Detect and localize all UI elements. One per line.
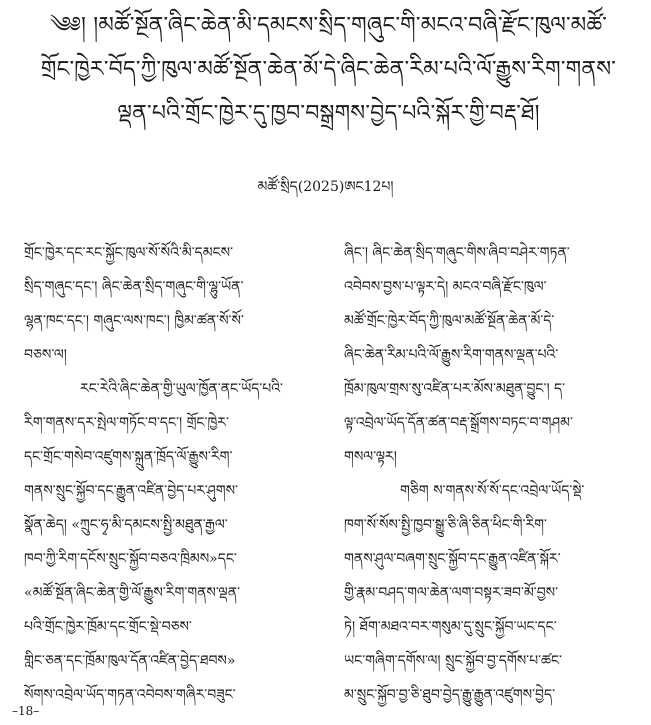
title-line-3: ལྡན་པའི་གྲོང་ཁྱེར་དུ་ཁྱབ་བསྒྲགས་བྱེད་པའི་སྐོར་གྱི་བརྡ་ཐོ། bbox=[117, 101, 540, 126]
text-line: ཏེ། ཐོག་མཐའ་བར་གསུམ་དུ་སྲུང་སྐྱོབ་ཡང་དང་ bbox=[344, 619, 557, 635]
text-line: དང་གྲོང་གསེབ་འཛུགས་སྐྲུན་ཁྲོད་ལོ་རྒྱུས་རིག་ bbox=[24, 449, 233, 465]
title-line-1: ༄༅། །མཚོ་སྔོན་ཞིང་ཆེན་མི་དམངས་སྲིད་གཞུང་གི་མངའ་བཞི་རྫོང་ཁུལ་མཚོ་ bbox=[49, 13, 608, 38]
text-line: ཁྲོམ་ཁུལ་གྲས་སུ་འཛིན་པར་མོས་མཐུན་བྱུང་། ད་ bbox=[344, 381, 566, 397]
text-line: ལྷན་ཁང་དང་། གཞུང་ལས་ཁང་། ཁྱིམ་ཚན་སོ་སོ་ bbox=[24, 313, 244, 329]
text-line: གཅིག ས་གནས་སོ་སོ་དང་འབྲེལ་ཡོད་སྡེ་ bbox=[400, 483, 585, 499]
text-line: སོགས་འབྲེལ་ཡོད་གཏན་འབེབས་གཞིར་བཟུང་ bbox=[24, 687, 236, 703]
text-line: མ་སྲུང་སྐྱོབ་བྱ་ཅི་ཐུབ་བྱེད་རྒྱུ་རྒྱུན་འཛུགས་བྱེད་ bbox=[344, 687, 556, 703]
text-line: ལྟ་འབྲེལ་ཡོད་དོན་ཚན་བརྡ་སྒྲོགས་བཏང་བ་གཤམ་ bbox=[344, 415, 573, 431]
text-line: རང་རེའི་ཞིང་ཆེན་གྱི་ཡུལ་ཁྱོན་ནང་ཡོད་པའི་ bbox=[80, 381, 283, 397]
left-column bbox=[24, 236, 324, 712]
text-line: གནས་ཤུལ་བཞག་སྲུང་སྐྱོབ་དང་རྒྱུན་འཛིན་སྐོར་ bbox=[344, 551, 561, 567]
text-line: གླིང་ཅན་དང་ཁྲོམ་ཁུལ་དོན་འཛིན་བྱེད་ཐབས» bbox=[24, 653, 236, 669]
text-line: སྣོན་ཆེད། «ཀྲུང་ཧྭ་མི་དམངས་སྤྱི་མཐུན་རྒྱལ་ bbox=[24, 517, 228, 533]
document-title bbox=[20, 4, 637, 136]
page-number: –18– bbox=[12, 704, 40, 718]
text-line: ཁག་སོ་སོས་སྤྱི་ཁྱབ་སྒྱུ་ཅི་ཞི་ཅིན་ཕིང་གི་རིག་ bbox=[344, 517, 547, 533]
text-line: ཞིང་ཆེན་རིམ་པའི་ལོ་རྒྱུས་རིག་གནས་ལྡན་པའི་ bbox=[344, 347, 559, 363]
text-line: མཚོ་གྲོང་ཁྱེར་བོད་ཀྱི་ཁུལ་མཚོ་སྔོན་ཆེན་མོ་དེ་ bbox=[344, 313, 555, 329]
text-line: འབེབས་བྱས་པ་ལྟར་དེ། མངའ་བཞི་རྫོང་ཁུལ་ bbox=[344, 279, 547, 295]
text-line: «མཚོ་སྔོན་ཞིང་ཆེན་གྱི་ལོ་རྒྱུས་རིག་གནས་ལྡན་ bbox=[24, 585, 241, 601]
right-column bbox=[344, 236, 637, 712]
text-line: གྲོང་ཁྱེར་དང་རང་སྐྱོང་ཁུལ་སོ་སོའི་མི་དམངས་ bbox=[24, 245, 234, 261]
text-line: རིག་གནས་དར་སྤེལ་གཏོང་བ་དང་། གྲོང་ཁྱེར་ bbox=[24, 415, 229, 431]
text-line: ཞིང་། ཞིང་ཆེན་སྲིད་གཞུང་གིས་ཞིབ་བཤེར་གཏན་ bbox=[344, 245, 570, 261]
text-line: སྲིད་གཞུང་དང་། ཞིང་ཆེན་སྲིད་གཞུང་གི་ལྷུ་ཡོན་ bbox=[24, 279, 244, 295]
text-line: པའི་གྲོང་ཁྱེར་ཁྲོམ་དང་གྲོང་སྡེ་བཅས་ bbox=[24, 619, 192, 635]
title-line-2: གྲོང་ཁྱེར་བོད་ཀྱི་ཁུལ་མཚོ་སྔོན་ཆེན་མོ་དེ་ཞིང་ཆེན་རིམ་པའི་ལོ་རྒྱུས་རིག་གནས་ bbox=[40, 57, 617, 82]
document-number: མཚོ་སྲིད(2025)ཨང12པ། bbox=[257, 179, 394, 195]
text-line: བཅས་ལ། bbox=[24, 347, 67, 363]
text-line: གནས་སྲུང་སྐྱོབ་དང་རྒྱུན་འཛིན་བྱེད་པར་ཤུགས་ bbox=[24, 483, 238, 499]
text-line: ཁབ་ཀྱི་རིག་དངོས་སྲུང་སྐྱོབ་བཅའ་ཁྲིམས»དང་ bbox=[24, 551, 237, 567]
text-line: གསལ་ལྟར། bbox=[344, 449, 397, 465]
text-line: གྱི་རྣམ་བཤད་གལ་ཆེན་ལག་བསྟར་ཟབ་མོ་བྱས་ bbox=[344, 585, 559, 601]
text-line: ཡང་གཞིག་དགོས་ལ། སྲུང་སྐྱོབ་བྱ་དགོས་པ་ཚང་ bbox=[344, 653, 562, 669]
